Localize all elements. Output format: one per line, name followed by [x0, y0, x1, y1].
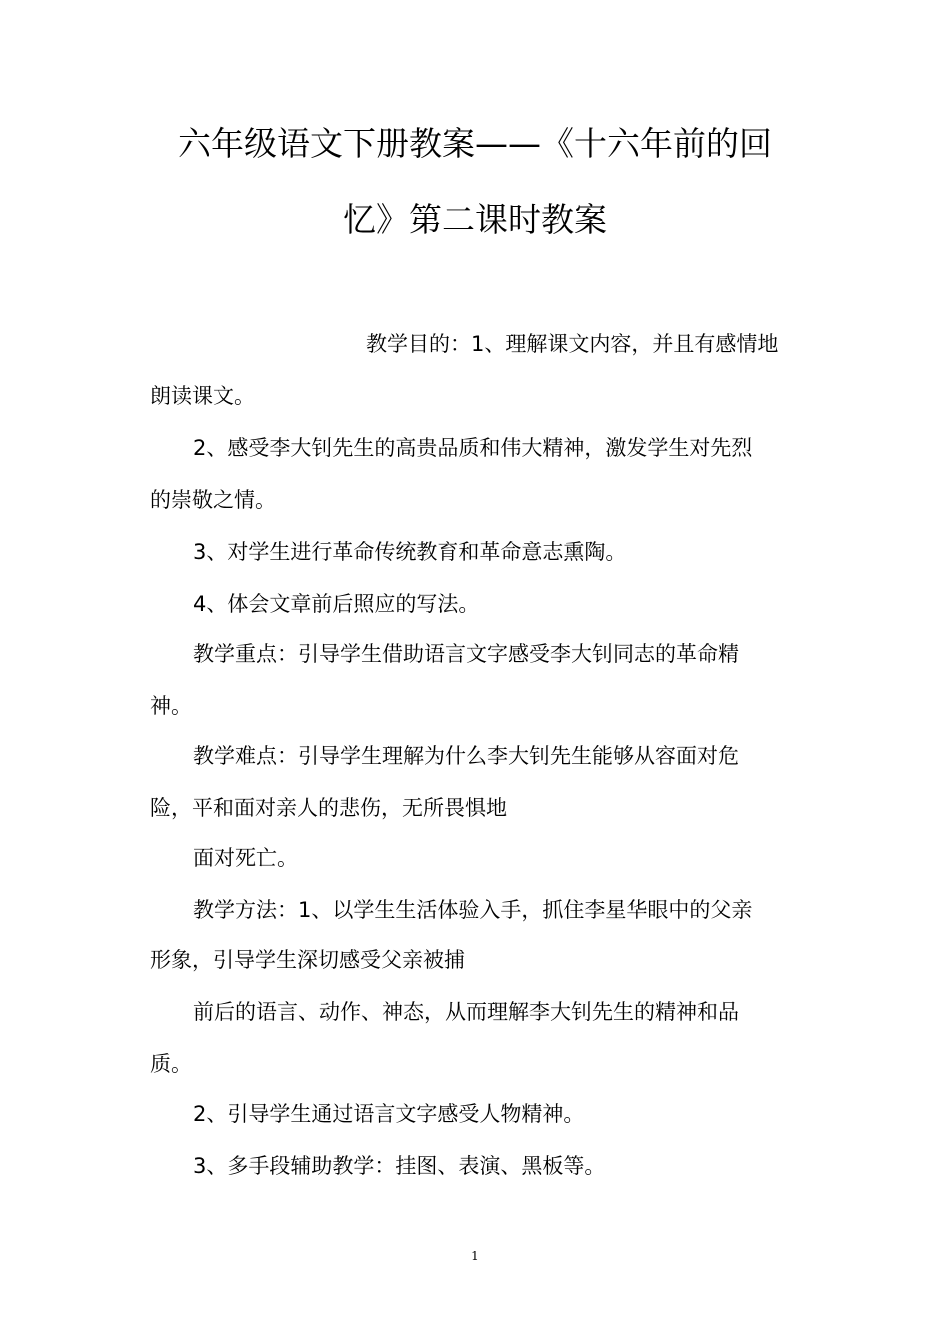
paragraph-line: 教学目的：1、理解课文内容，并且有感情地	[366, 332, 779, 356]
paragraph-line: 险，平和面对亲人的悲伤，无所畏惧地	[150, 796, 507, 820]
document-title-line-2: 忆》第二课时教案	[343, 200, 607, 239]
paragraph-line: 3、对学生进行革命传统教育和革命意志熏陶。	[193, 540, 627, 564]
paragraph-line: 教学难点：引导学生理解为什么李大钊先生能够从容面对危	[193, 744, 739, 768]
page-number: 1	[471, 1249, 479, 1263]
paragraph-line: 朗读课文。	[150, 384, 255, 408]
paragraph-line: 神。	[150, 694, 192, 718]
paragraph-line: 教学方法：1、以学生生活体验入手，抓住李星华眼中的父亲	[193, 898, 753, 922]
paragraph-line: 的崇敬之情。	[150, 488, 276, 512]
paragraph-line: 3、多手段辅助教学：挂图、表演、黑板等。	[193, 1154, 606, 1178]
paragraph-line: 前后的语言、动作、神态，从而理解李大钊先生的精神和品	[193, 1000, 739, 1024]
paragraph-line: 2、感受李大钊先生的高贵品质和伟大精神，激发学生对先烈	[193, 436, 753, 460]
paragraph-line: 形象，引导学生深切感受父亲被捕	[150, 948, 465, 972]
document-title-line-1: 六年级语文下册教案——《十六年前的回	[178, 124, 772, 163]
paragraph-line: 面对死亡。	[193, 846, 298, 870]
paragraph-line: 4、体会文章前后照应的写法。	[193, 592, 480, 616]
paragraph-line: 质。	[150, 1052, 192, 1076]
paragraph-line: 2、引导学生通过语言文字感受人物精神。	[193, 1102, 585, 1126]
paragraph-line: 教学重点：引导学生借助语言文字感受李大钊同志的革命精	[193, 642, 739, 666]
